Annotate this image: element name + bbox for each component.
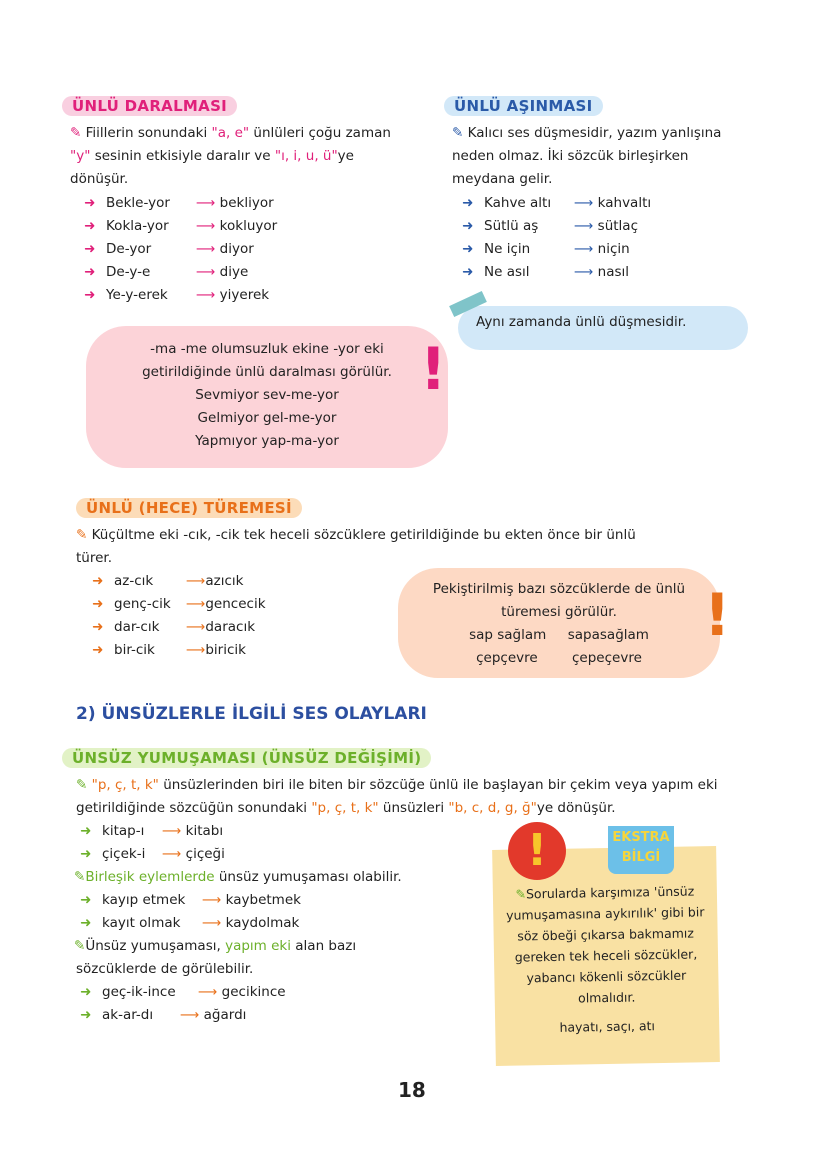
extra-info-badge (608, 826, 674, 874)
t: az-cık (114, 573, 154, 589)
s2-examples (462, 192, 651, 284)
t: ak-ar-dı (102, 1007, 154, 1023)
example-row: ➜ kitap-ı ⟶ kitabı (80, 820, 402, 843)
t: Küçültme eki -cık, -cik tek heceli sözcüklere getirildiğinde bu ekten önce bir ünlü (91, 527, 636, 543)
t: ye dönüşür. (536, 800, 616, 816)
t: çiçek-i (102, 846, 146, 862)
t: kitap-ı (102, 823, 145, 839)
t: gecikince (221, 984, 286, 1000)
t: De-yor (106, 241, 152, 257)
t: biricik (205, 642, 246, 658)
example-row: ➜ De-y-e ⟶ diye (84, 261, 277, 284)
t: kitabı (185, 823, 224, 839)
t: diye (219, 264, 249, 280)
t: neden olmaz. İki sözcük birleşirken (452, 148, 689, 164)
t: azıcık (205, 573, 244, 589)
note-cloud (458, 306, 748, 350)
t: sesinin etkisiyle daralır ve (94, 148, 271, 164)
example-row: ➜ De-yor ⟶ diyor (84, 238, 277, 261)
t: ✎Sorularda karşımıza 'ünsüz (515, 883, 695, 902)
s1-examples (84, 192, 277, 307)
t: Ünsüz yumuşaması, (85, 938, 221, 954)
t: hayatı, saçı, atı (559, 1018, 656, 1035)
exclamation-icon: ! (420, 335, 447, 403)
t: ünsüz yumuşaması olabilir. (218, 869, 402, 885)
bullet: ✎Ünsüz yumuşaması, yapım eki alan bazı (74, 938, 357, 954)
t: diyor (219, 241, 254, 257)
t: yabancı kökenli sözcükler (526, 967, 687, 986)
example-row: ➜ Sütlü aş ⟶ sütlaç (462, 215, 651, 238)
t: yiyerek (219, 287, 270, 303)
t: Bekle-yor (106, 195, 170, 211)
t: sap sağlam sapasağlam (469, 627, 649, 643)
t: Birleşik eylemlerde (85, 869, 215, 885)
example-row: ➜ geç-ik-ince ⟶ gecikince (80, 981, 402, 1004)
t: "a, e" (211, 125, 250, 141)
section-title: 2) ÜNSÜZLERLE İLGİLİ SES OLAYLARI (76, 704, 427, 724)
t: yapım eki (225, 938, 291, 954)
example-row: ➜ kayıp etmek ⟶ kaybetmek (80, 889, 402, 912)
t: Sütlü aş (484, 218, 539, 234)
t: dönüşür. (70, 171, 129, 187)
heading-unlu-daralmasi: ÜNLÜ DARALMASI (62, 96, 237, 116)
example-row: ➜ kayıt olmak ⟶ kaydolmak (80, 912, 402, 935)
example-row: ➜ Ne için ⟶ niçin (462, 238, 651, 261)
t: gencecik (205, 596, 266, 612)
t: Pekiştirilmiş bazı sözcüklerde de ünlü (432, 581, 686, 597)
example-row: ➜ ak-ar-dı ⟶ ağardı (80, 1004, 402, 1027)
example-row: ➜ Kahve altı ⟶ kahvaltı (462, 192, 651, 215)
t: olmalıdır. (577, 989, 636, 1006)
t: "b, c, d, g, ğ" (448, 800, 537, 816)
t: "p, ç, t, k" (311, 800, 379, 816)
t: türemesi görülür. (501, 604, 617, 620)
t: söz öbeği çıkarsa bakmamız (517, 925, 695, 944)
t: Kalıcı ses düşmesidir, yazım yanlışına (467, 125, 722, 141)
note-text (398, 568, 720, 670)
heading-unlu-tureme: ÜNLÜ (HECE) TÜREMESİ (76, 498, 302, 518)
t: "y" (70, 148, 91, 164)
t: nasıl (597, 264, 630, 280)
page-number: 18 (398, 1078, 426, 1102)
t: geç-ik-ince (102, 984, 176, 1000)
t: daracık (205, 619, 256, 635)
t: yumuşamasına aykırılık' gibi bir (506, 904, 705, 923)
t: çepçevre çepeçevre (476, 650, 642, 666)
t: De-y-e (106, 264, 151, 280)
t: kayıt olmak (102, 915, 181, 931)
exclamation-icon: ! (508, 822, 566, 880)
t: çiçeği (185, 846, 225, 862)
extra-info-note (492, 846, 720, 1066)
example-row: ➜ çiçek-i ⟶ çiçeği (80, 843, 402, 866)
t: Fiillerin sonundaki (85, 125, 208, 141)
t: getirildiğinde ünlü daralması görülür. (142, 364, 392, 380)
t: sözcüklerde de görülebilir. (76, 961, 254, 977)
t: ye (337, 148, 354, 164)
note-cloud (398, 568, 720, 678)
note-cloud (86, 326, 448, 468)
t: sütlaç (597, 218, 638, 234)
t: kaybetmek (225, 892, 301, 908)
t: Yapmıyor yap-ma-yor (195, 433, 339, 449)
t: alan bazı (295, 938, 357, 954)
t: genç-cik (114, 596, 171, 612)
t: Ne için (484, 241, 531, 257)
example-row: ➜ Ne asıl ⟶ nasıl (462, 261, 651, 284)
t: niçin (597, 241, 630, 257)
t: "ı, i, u, ü" (274, 148, 338, 164)
s4-body (74, 820, 402, 1027)
t: getirildiğinde sözcüğün sonundaki (76, 800, 308, 816)
t: Kahve altı (484, 195, 552, 211)
s3-examples (92, 570, 266, 662)
s2-text: ✎ Kalıcı ses düşmesidir, yazım yanlışına neden olmaz. İki sözcük birleşirken meydana gelir. (452, 125, 722, 187)
t: kahvaltı (597, 195, 652, 211)
t: gereken tek heceli sözcükler, (514, 946, 698, 965)
t: Gelmiyor gel-me-yor (197, 410, 337, 426)
t: bir-cik (114, 642, 155, 658)
note-text: Aynı zamanda ünlü düşmesidir. (476, 314, 687, 330)
heading-unsuz-yumusamasi: ÜNSÜZ YUMUŞAMASI (ÜNSÜZ DEĞİŞİMİ) (62, 748, 431, 768)
example-row: ➜ bir-cik ⟶biricik (92, 639, 266, 662)
example-row: ➜ Ye-y-erek ⟶ yiyerek (84, 284, 277, 307)
t: ünlüleri çoğu zaman (253, 125, 391, 141)
t: meydana gelir. (452, 171, 553, 187)
note-text (86, 326, 448, 453)
t: EKSTRA (612, 830, 670, 845)
t: -ma -me olumsuzluk ekine -yor eki (150, 341, 384, 357)
t: Kokla-yor (106, 218, 169, 234)
t: Ye-y-erek (106, 287, 168, 303)
t: ünsüzlerinden biri ile biten bir sözcüğe ünlü ile başlayan bir çekim veya yapım eki (163, 777, 718, 793)
t: ünsüzleri (382, 800, 445, 816)
t: dar-cık (114, 619, 160, 635)
t: ağardı (203, 1007, 247, 1023)
t: türer. (76, 550, 113, 566)
example-row: ➜ Bekle-yor ⟶ bekliyor (84, 192, 277, 215)
t: kaydolmak (225, 915, 300, 931)
t: "p, ç, t, k" (91, 777, 159, 793)
heading-unlu-asinmasi: ÜNLÜ AŞINMASI (444, 96, 603, 116)
t: BİLGİ (621, 850, 661, 865)
t: Sevmiyor sev-me-yor (195, 387, 339, 403)
s1-text: ✎ Fiillerin sonundaki "a, e" ünlüleri çoğu zaman "y" sesinin etkisiyle daralır ve "ı, i, u, ü"ye dönüşür. (70, 125, 391, 187)
example-row: ➜ az-cık ⟶azıcık (92, 570, 266, 593)
t: Ne asıl (484, 264, 530, 280)
example-row: ➜ dar-cık ⟶daracık (92, 616, 266, 639)
exclamation-icon: ! (704, 581, 731, 649)
example-row: ➜ genç-cik ⟶gencecik (92, 593, 266, 616)
t: kayıp etmek (102, 892, 186, 908)
s4-text: ✎ "p, ç, t, k" ünsüzlerinden biri ile biten bir sözcüğe ünlü ile başlayan bir çekim veya yapım eki getirildiğinde sözcüğün sonundaki "p, ç, t, k" ünsüzleri "b, c, d, g, ğ"ye dönüşür. (76, 777, 718, 816)
t: bekliyor (219, 195, 274, 211)
t: kokluyor (219, 218, 278, 234)
s3-text: ✎ Küçültme eki -cık, -cik tek heceli sözcüklere getirildiğinde bu ekten önce bir ünlü türer. (76, 527, 636, 566)
bullet: ✎Birleşik eylemlerde ünsüz yumuşaması olabilir. (74, 869, 402, 885)
example-row: ➜ Kokla-yor ⟶ kokluyor (84, 215, 277, 238)
